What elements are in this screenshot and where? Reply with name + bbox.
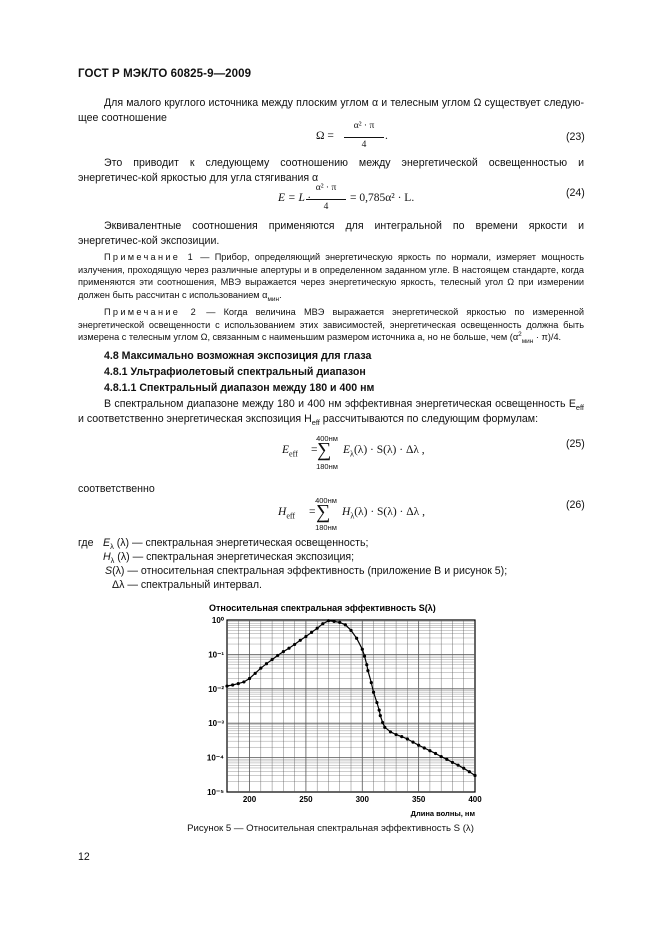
chart-data-point [338, 621, 341, 624]
chart-data-point [355, 637, 358, 640]
equation-25-lhs: $E_{eff}$ [282, 444, 298, 459]
heading-4-8-1-1: 4.8.1.1 Спектральный диапазон между 180 и 400 нм [104, 382, 375, 394]
chart-y-tick-label: 10⁻³ [208, 719, 224, 729]
chart-data-point [434, 752, 437, 755]
chart-x-tick-label: 200 [242, 795, 257, 804]
chart-data-point [225, 684, 228, 687]
chart-data-point [389, 730, 392, 733]
chart-data-point [327, 619, 330, 622]
chart-data-point [265, 662, 268, 665]
chart-data-point [365, 663, 368, 666]
equation-23-tail: . [385, 130, 388, 142]
para4-eff-1: eff [575, 403, 584, 413]
chart-data-point [332, 620, 335, 623]
paragraph-formulas-intro [78, 397, 584, 426]
equation-24-numerator: α² · π [315, 183, 337, 193]
paragraph-respectively: соответственно [78, 483, 155, 495]
note-1-label: Примечание 1 [104, 252, 196, 262]
chart-data-point [304, 635, 307, 638]
para4-eff-2: eff [311, 417, 320, 427]
chart-data-point [375, 701, 378, 704]
heading-4-8-1: 4.8.1 Ультрафиолетовый спектральный диапазон [104, 366, 366, 378]
definition-exposure: $H_\lambda$ (λ) — спектральная энергетическая экспозиция; [103, 551, 355, 566]
para4-part-c: рассчитываются по следующим формулам: [319, 412, 539, 425]
note-2-text: — Когда величина МВЭ выражается энергетической яркостью по измеренной энергетической освещенности с использованием этих зависимостей, энергетическая освещенность должна быть измерена с телесным углом Ω, связанным с наименьшим размером источника a, но не больше, чем (α [78, 307, 584, 343]
chart-data-point [456, 764, 459, 767]
note-2 [78, 306, 584, 344]
chart-data-point [473, 774, 476, 777]
equation-24-denominator: 4 [323, 202, 329, 212]
chart-y-tick-label: 10⁻⁴ [206, 753, 224, 763]
equation-26-lhs: $H_{eff}$ [278, 506, 296, 521]
chart-data-point [248, 677, 251, 680]
chart-y-tick-label: 10⁻¹ [208, 650, 224, 660]
note-2-sub: мин [521, 338, 534, 346]
document-header: ГОСТ Р МЭК/ТО 60825-9—2009 [78, 68, 252, 80]
chart-y-tick-label: 10⁻² [208, 684, 224, 694]
sum-icon: ∑ [317, 439, 332, 461]
equation-23-denominator: 4 [361, 140, 367, 150]
para4-part-b: и соответственно энергетическая экспозиция H [78, 412, 312, 425]
chart-data-point [445, 758, 448, 761]
chart-x-axis-label: Длина волны, нм [410, 809, 475, 818]
chart-data-point [468, 770, 471, 773]
equation-26-number: (26) [566, 499, 585, 511]
equation-26-upper-limit: 400нм [315, 496, 337, 505]
equation-23-lhs: Ω = [316, 130, 334, 142]
equation-25-upper-limit: 400нм [316, 434, 338, 443]
chart-data-point [417, 744, 420, 747]
definition-interval: Δλ — спектральный интервал. [112, 579, 263, 591]
chart-y-tick-label: 10⁻⁵ [207, 788, 224, 797]
chart-x-tick-label: 250 [299, 795, 313, 804]
chart-data-point [299, 639, 302, 642]
para4-part-a: В спектральном диапазоне между 180 и 400 нм эффективная энергетическая освещенность E [104, 398, 576, 410]
figure-caption: Рисунок 5 — Относительная спектральная эффективность S (λ) [187, 823, 474, 834]
chart-x-tick-label: 300 [355, 795, 369, 804]
chart-y-tick-label: 10⁰ [211, 616, 224, 625]
note-1-text: — Прибор, определяющий энергетическую яркость по нормали, измеряет мощность излучения, проходящую через различные апертуры и в определенном заданном угле. В настоящем стандарте, когда применяются эти соотношения, МВЭ выражается через энергетическую яркость, телесный угол Ω при измерении должен быть рассчитан с использованием α [78, 252, 584, 300]
equation-26-body: $H_\lambda(\lambda) \cdot S(\lambda) \cdot \Delta\lambda$ , [342, 506, 425, 521]
chart-data-point [242, 680, 245, 683]
chart-data-point [372, 691, 375, 694]
paragraph-equivalent: Эквивалентные соотношения применяются для интегральной по времени яркости и энергетичес-кой экспозиции. [78, 220, 584, 247]
chart-x-tick-label: 350 [411, 795, 426, 804]
equation-24-lhs: E = L · [278, 192, 311, 204]
chart-data-point [254, 672, 257, 675]
note-1-end: . [279, 289, 282, 300]
chart-data-point [287, 647, 290, 650]
equation-25-lower-limit: 180нм [316, 462, 338, 471]
chart-data-point [462, 767, 465, 770]
chart-data-point [381, 721, 384, 724]
equation-24-fraction-bar [306, 199, 346, 200]
chart-data-point [394, 733, 397, 736]
chart-data-point [423, 746, 426, 749]
chart-data-point [259, 667, 262, 670]
equation-24-rhs: = 0,785α² · L. [350, 192, 415, 204]
note-1 [78, 251, 584, 301]
chart-data-point [349, 629, 352, 632]
chart-data-point [270, 658, 273, 661]
chart-data-point [411, 741, 414, 744]
chart-data-point [378, 709, 381, 712]
chart-data-point [321, 622, 324, 625]
equation-26-equals: = [309, 506, 316, 518]
equation-25-equals: = [311, 444, 318, 456]
chart-data-point [282, 650, 285, 653]
equation-25-body: $E_\lambda(\lambda) \cdot S(\lambda) \cdot \Delta\lambda$ , [343, 444, 425, 459]
chart-data-point [363, 655, 366, 658]
chart-data-point [316, 627, 319, 630]
paragraph-relation: Это приводит к следующему соотношению между энергетической освещенностью и энергетичес-кой яркостью для угла стягивания α [78, 157, 584, 184]
definition-efficiency: S(λ) — относительная спектральная эффективность (приложение В и рисунок 5); [105, 565, 508, 577]
chart-data-point [344, 623, 347, 626]
heading-4-8: 4.8 Максимально возможная экспозиция для глаза [104, 350, 372, 362]
chart-data-point [440, 755, 443, 758]
chart-data-point [361, 648, 364, 651]
note-2-sup: 2 [518, 331, 522, 339]
chart-data-point [370, 681, 373, 684]
chart-data-point [383, 726, 386, 729]
note-1-sub: мин [267, 295, 280, 303]
chart-data-point [366, 669, 369, 672]
chart-data-point [310, 631, 313, 634]
definitions-prefix: где [78, 537, 94, 549]
equation-25-number: (25) [566, 438, 585, 450]
chart-data-point [428, 749, 431, 752]
equation-23-number: (23) [566, 131, 585, 143]
chart-data-point [451, 761, 454, 764]
chart-data-point [276, 654, 279, 657]
chart-data-point [400, 735, 403, 738]
chart-data-point [293, 643, 296, 646]
sum-icon: ∑ [316, 501, 331, 523]
chart-data-point [406, 737, 409, 740]
equation-26-lower-limit: 180нм [315, 523, 337, 532]
chart-data-point [379, 714, 382, 717]
note-2-label: Примечание 2 [104, 307, 199, 317]
paragraph-small-source: Для малого круглого источника между плоским углом α и телесным углом Ω существует следую-щее соотношение [78, 97, 584, 124]
chart-x-tick-label: 400 [468, 795, 482, 804]
equation-24-number: (24) [566, 187, 585, 199]
equation-23-numerator: α² · π [353, 121, 375, 131]
page-number: 12 [78, 851, 90, 863]
note-2-end: · π)/4. [533, 332, 562, 343]
chart-data-point [237, 682, 240, 685]
equation-23-fraction-bar [344, 137, 384, 138]
definition-irradiance: $E_\lambda$ (λ) — спектральная энергетическая освещенность; [103, 537, 369, 552]
chart-title: Относительная спектральная эффективность S(λ) [209, 603, 436, 613]
spectral-efficiency-chart [195, 598, 495, 820]
chart-data-point [231, 683, 234, 686]
